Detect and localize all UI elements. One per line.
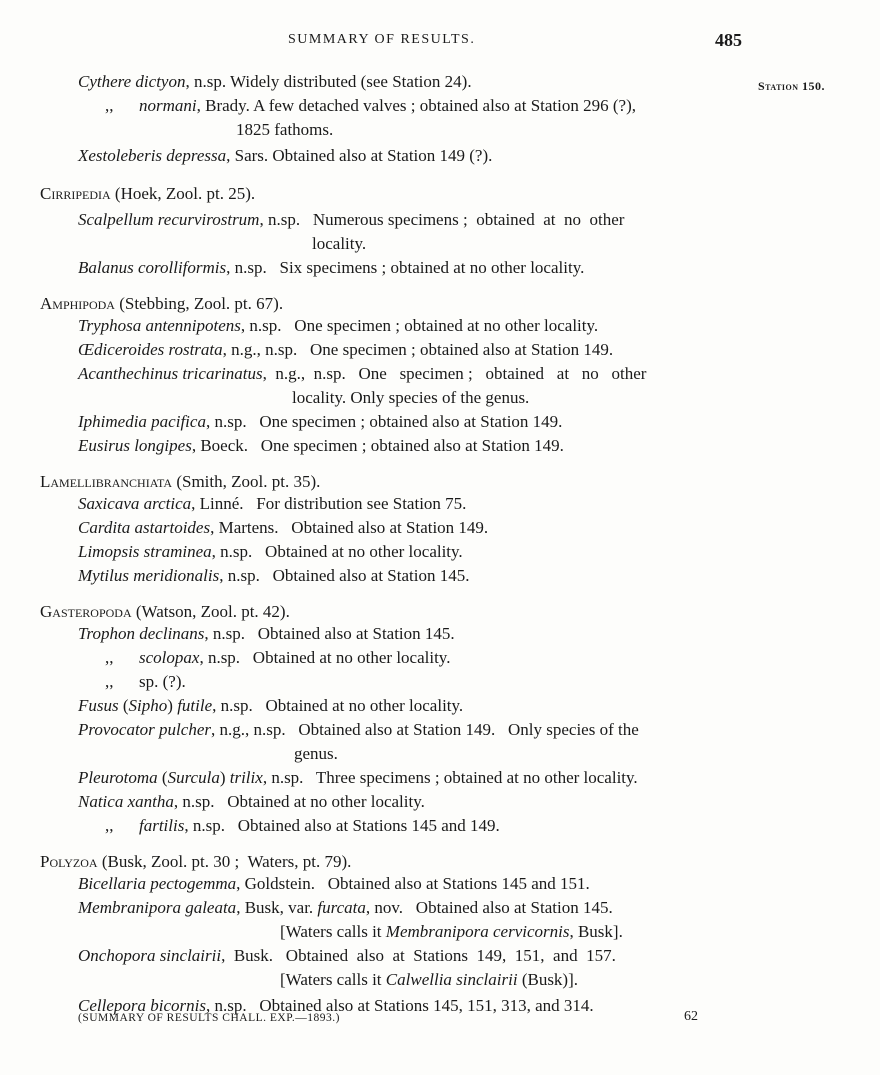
page-number: 485 <box>715 30 742 50</box>
page-footer <box>78 1009 698 1024</box>
species-entry: Iphimedia pacifica, n.sp. One specimen ; obtained also at Station 149. <box>78 412 563 431</box>
species-entry: Balanus corolliformis, n.sp. Six specimens ; obtained at no other locality. <box>78 258 585 277</box>
continuation-line: locality. <box>312 234 367 253</box>
group-heading: Cirripedia (Hoek, Zool. pt. 25). <box>40 184 256 203</box>
continuation-line: 1825 fathoms. <box>236 120 334 139</box>
species-entry: Limopsis straminea, n.sp. Obtained at no other locality. <box>78 542 463 561</box>
species-entry: Acanthechinus tricarinatus, n.g., n.sp. One specimen ; obtained at no other <box>78 364 647 383</box>
species-entry: Cythere dictyon, n.sp. Widely distributed (see Station 24). <box>78 72 472 91</box>
species-entry: Mytilus meridionalis, n.sp. Obtained also at Station 145. <box>78 566 470 585</box>
species-entry: ,, scolopax, n.sp. Obtained at no other locality. <box>105 648 451 667</box>
footer-imprint: (SUMMARY OF RESULTS CHALL. EXP.—1893.) <box>78 1012 340 1024</box>
continuation-line: genus. <box>294 744 338 763</box>
species-entry: ,, normani, Brady. A few detached valves ; obtained also at Station 296 (?), <box>105 96 636 115</box>
species-entry: ,, sp. (?). <box>105 672 186 691</box>
species-entry: Bicellaria pectogemma, Goldstein. Obtained also at Stations 145 and 151. <box>78 874 590 893</box>
waters-note: [Waters calls it Calwellia sinclairii (Busk)]. <box>280 970 579 989</box>
species-entry: Trophon declinans, n.sp. Obtained also at Station 145. <box>78 624 455 643</box>
species-entry: Natica xantha, n.sp. Obtained at no other locality. <box>78 792 425 811</box>
species-entry: Pleurotoma (Surcula) trilix, n.sp. Three specimens ; obtained at no other locality. <box>78 768 638 787</box>
continuation-line: locality. Only species of the genus. <box>292 388 530 407</box>
species-entry: Xestoleberis depressa, Sars. Obtained also at Station 149 (?). <box>78 146 493 165</box>
species-entry: Tryphosa antennipotens, n.sp. One specimen ; obtained at no other locality. <box>78 316 599 335</box>
species-entry: Saxicava arctica, Linné. For distribution see Station 75. <box>78 494 467 513</box>
group-heading: Lamellibranchiata (Smith, Zool. pt. 35). <box>40 472 321 491</box>
species-entry: Eusirus longipes, Boeck. One specimen ; obtained also at Station 149. <box>78 436 564 455</box>
species-entry: Onchopora sinclairii, Busk. Obtained also at Stations 149, 151, and 157. <box>78 946 616 965</box>
signature-mark: 62 <box>684 1009 698 1024</box>
group-heading: Gasteropoda (Watson, Zool. pt. 42). <box>40 602 290 621</box>
species-entry: Cardita astartoides, Martens. Obtained also at Station 149. <box>78 518 489 537</box>
waters-note: [Waters calls it Membranipora cervicornis, Busk]. <box>280 922 623 941</box>
group-heading: Amphipoda (Stebbing, Zool. pt. 67). <box>40 294 284 313</box>
running-title: SUMMARY OF RESULTS. <box>288 32 476 47</box>
species-entry: Provocator pulcher, n.g., n.sp. Obtained also at Station 149. Only species of the <box>78 720 639 739</box>
species-entry: Œdiceroides rostrata, n.g., n.sp. One specimen ; obtained also at Station 149. <box>78 340 614 359</box>
species-entry: Membranipora galeata, Busk, var. furcata, nov. Obtained also at Station 145. <box>78 898 613 917</box>
species-entry: Scalpellum recurvirostrum, n.sp. Numerous specimens ; obtained at no other <box>78 210 625 229</box>
species-entry: Fusus (Sipho) futile, n.sp. Obtained at no other locality. <box>78 696 464 715</box>
station-margin-note: Station 150. <box>758 79 826 93</box>
species-entry: Cellepora bicornis, n.sp. Obtained also at Stations 145, 151, 313, and 314. <box>78 996 594 1015</box>
group-heading: Polyzoa (Busk, Zool. pt. 30 ; Waters, pt. 79). <box>40 852 352 871</box>
species-entry: ,, fartilis, n.sp. Obtained also at Stations 145 and 149. <box>105 816 500 835</box>
